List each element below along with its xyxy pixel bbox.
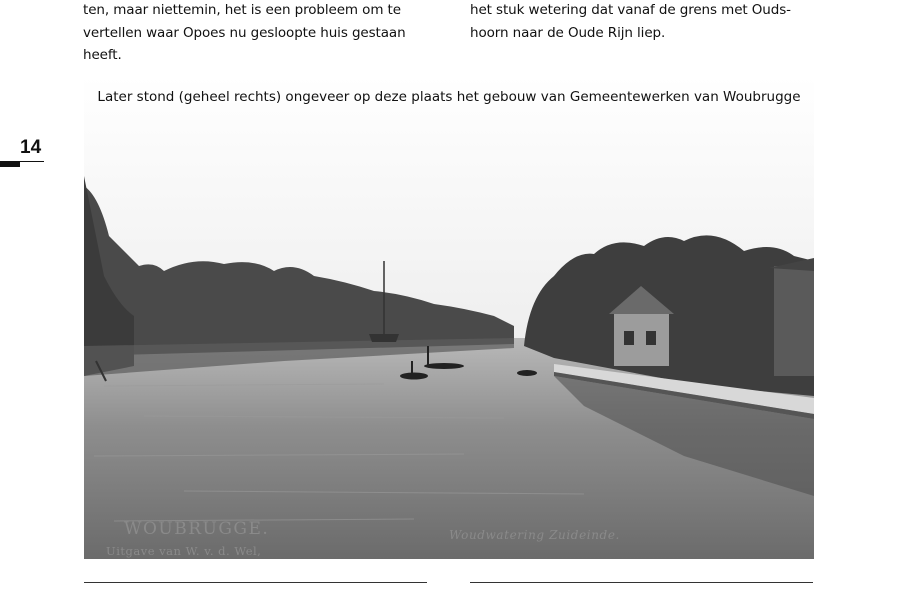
text-line: hoorn naar de Oude Rijn liep. <box>470 24 666 41</box>
text-line: heeft. <box>83 47 122 63</box>
footer-rule-left <box>84 582 427 583</box>
text-line: het stuk wetering dat vanaf de grens met Ouds- <box>470 2 791 18</box>
photo-illustration <box>84 76 814 559</box>
text-column-left <box>83 0 443 67</box>
photo-stamp-title: Woudwatering Zuideinde. <box>449 528 620 542</box>
photo-stamp-town: WOUBRUGGE. <box>124 519 270 539</box>
page-number-marker <box>0 162 20 167</box>
page-number: 14 <box>20 137 42 158</box>
historic-photo <box>84 76 814 559</box>
text-column-right <box>470 0 820 44</box>
text-line: ten, maar niettemin, het is een probleem om te <box>83 2 401 18</box>
text-line: vertellen waar Opoes nu gesloopte huis gestaan <box>83 24 406 41</box>
photo-caption: Later stond (geheel rechts) ongeveer op deze plaats het gebouw van Gemeentewerken van Woubrugge <box>97 89 801 105</box>
photo-stamp-publisher: Uitgave van W. v. d. Wel, <box>106 544 262 558</box>
footer-rule-right <box>470 582 813 583</box>
